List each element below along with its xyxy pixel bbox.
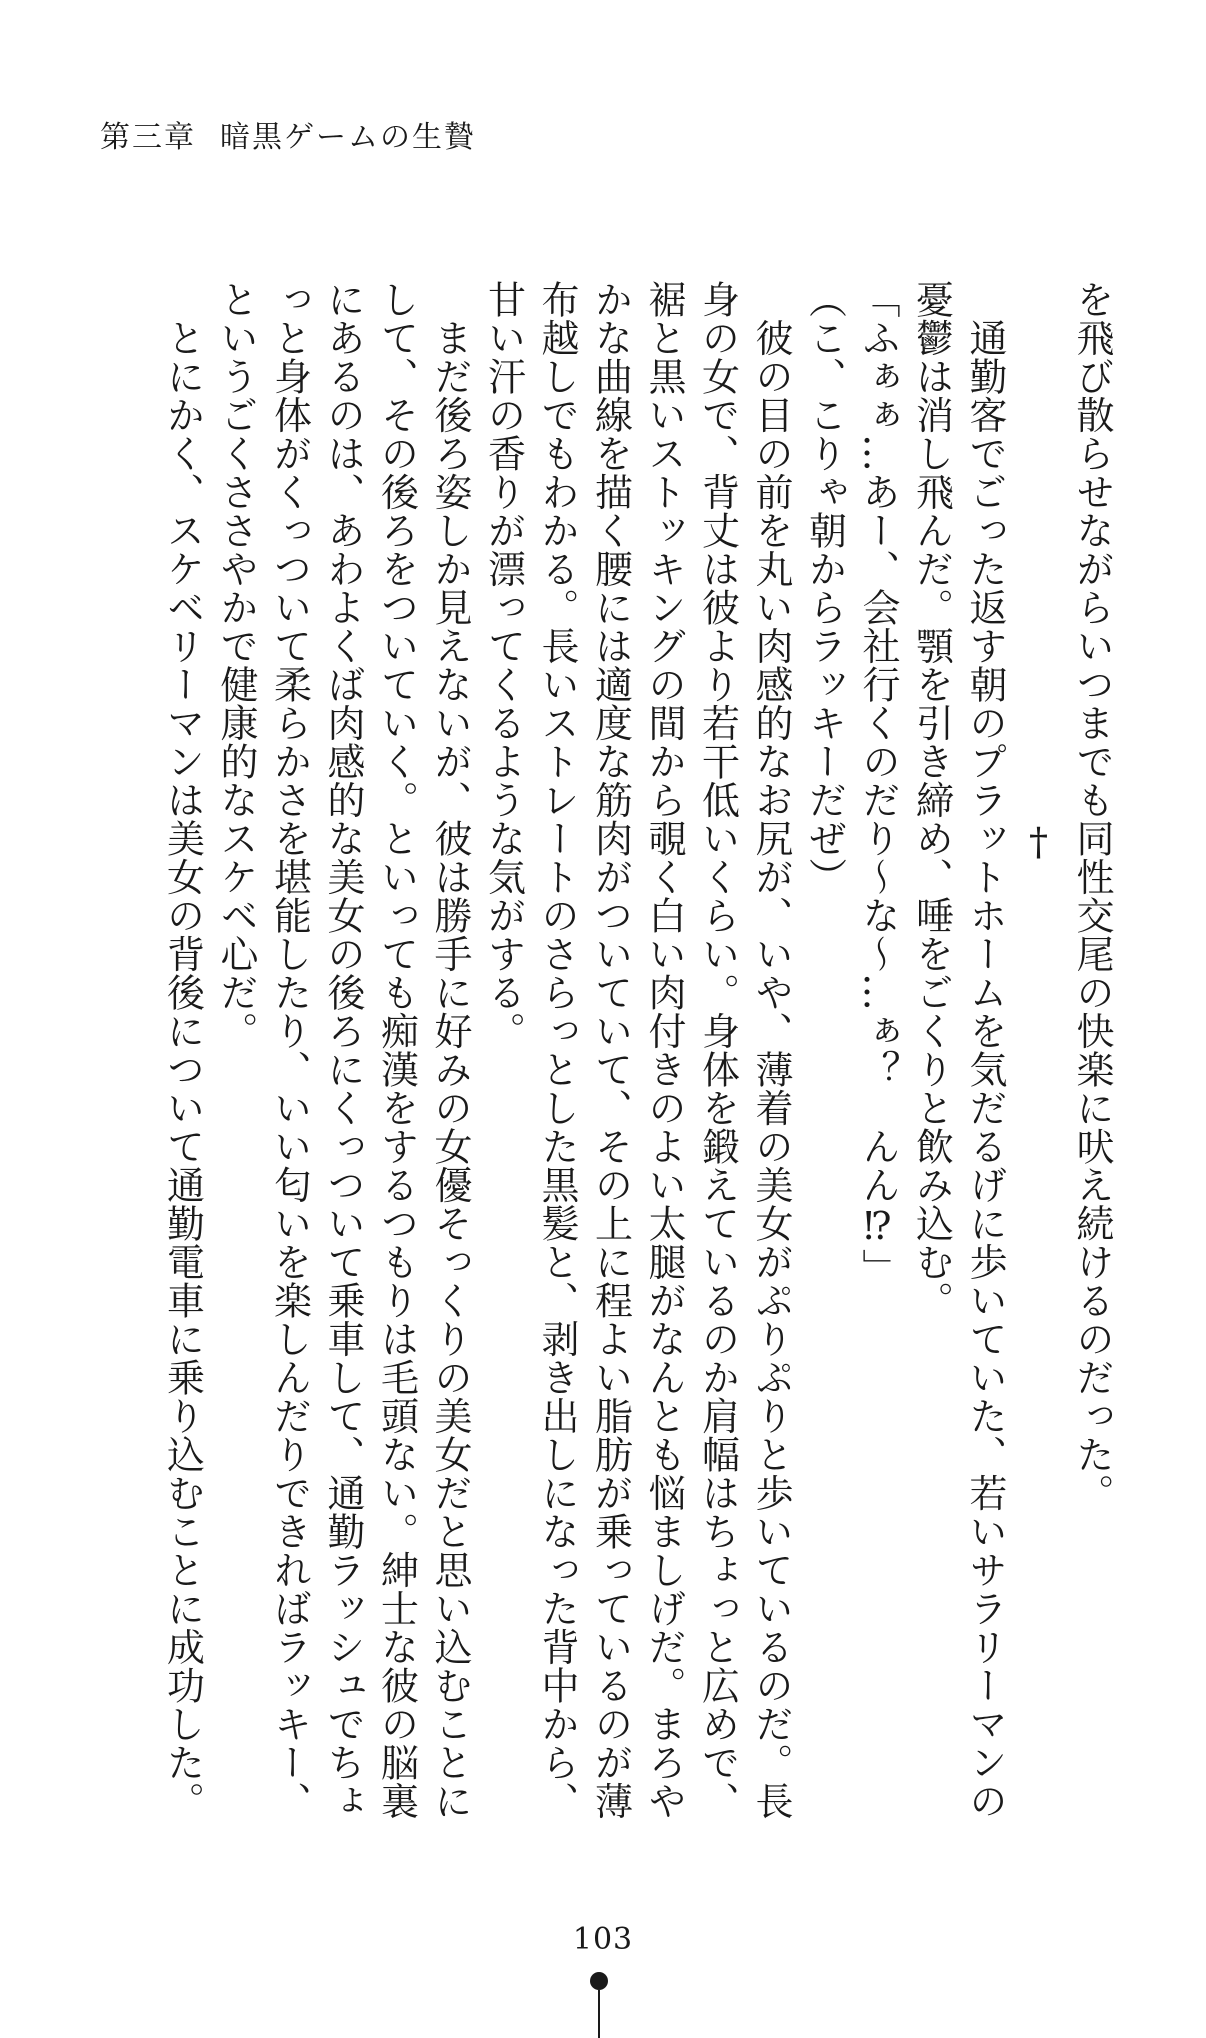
tab-line [598,1990,600,2038]
body-text [78,280,1118,1880]
chapter-title: 暗黒ゲームの生贄 [220,120,476,155]
tab-dot [590,1972,608,1990]
text-line: とにかく、スケベリーマンは美女の背後について通勤電車に乗り込むことに成功した。 [160,280,205,1820]
running-head [100,112,476,156]
scene-divider: † [1016,820,1061,865]
chapter-label: 第三章 [100,120,196,155]
text-line: というごくささやかで健康的なスケベ心だ。 [214,280,258,1050]
thought-line: （こ、こりゃ朝からラッキーだぜ） [802,280,847,896]
page-number: 103 [572,1922,634,1957]
text-line: っと身体がくっついて柔らかさを堪能したり、いい匂いを楽しんだりできればラッキー、 [267,280,312,1820]
thumb-tab-marker [590,1972,608,2038]
text-line: 裾と黒いストッキングの間から覗く白い肉付きのよい太腿がなんとも悩ましげだ。まろや [642,280,686,1820]
text-line: して、その後ろをついていく。といっても痴漢をするつもりは毛頭ない。紳士な彼の脳裏 [374,280,419,1820]
text-line: 身の女で、背丈は彼より若干低いくらい。身体を鍛えているのか肩幅はちょっと広めで、 [695,280,740,1820]
text-line: を飛び散らせながらいつまでも同性交尾の快楽に吠え続けるのだった。 [1070,280,1114,1512]
dialogue-line: 「ふぁぁ…あー、会社行くのだり～な～…ぁ？ んん⁉」 [856,280,900,1287]
text-line: 通勤客でごった返す朝のプラットホームを気だるげに歩いていた、若いサラリーマンの [963,280,1007,1820]
text-line: 憂鬱は消し飛んだ。顎を引き締め、唾をごくりと飲み込む。 [909,280,954,1320]
text-line: 甘い汗の香りが漂ってくるような気がする。 [481,280,526,1050]
text-line: 彼の目の前を丸い肉感的なお尻が、いや、薄着の美女がぷりぷりと歩いているのだ。長 [749,280,793,1820]
text-line: にあるのは、あわよくば肉感的な美女の後ろにくっついて乗車して、通勤ラッシュでちょ [321,280,365,1820]
text-line: 布越しでもわかる。長いストレートのさらっとした黒髪と、剥き出しになった背中から、 [535,280,579,1820]
text-line: まだ後ろ姿しか見えないが、彼は勝手に好みの女優そっくりの美女だと思い込むことに [428,280,472,1820]
text-line: かな曲線を描く腰には適度な筋肉がついていて、その上に程よい脂肪が乗っているのが薄 [588,280,633,1820]
